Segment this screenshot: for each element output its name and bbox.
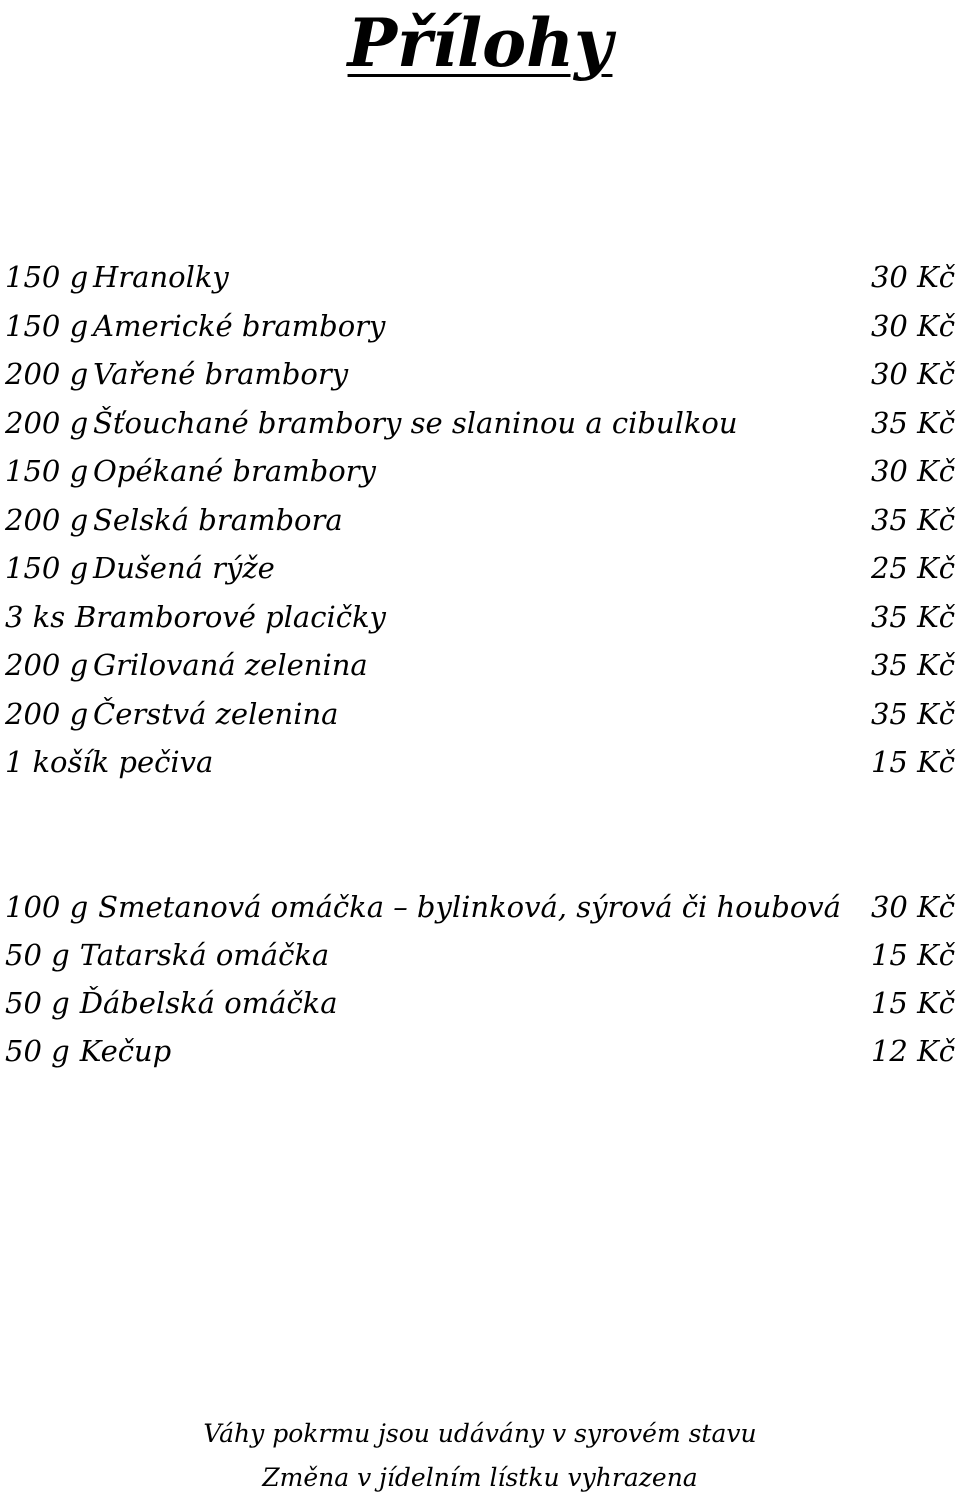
menu-item-label: Smetanová omáčka – bylinková, sýrová či houbová <box>98 890 841 924</box>
menu-item <box>5 979 955 1027</box>
menu-item-name <box>5 641 368 690</box>
menu-item-name <box>5 253 229 302</box>
menu-item <box>5 1027 955 1075</box>
menu-item-price: 30 Kč <box>870 454 955 488</box>
menu-item-name <box>5 1027 171 1075</box>
menu-item-name <box>5 690 338 739</box>
menu-item <box>5 544 955 593</box>
menu-item-quantity: 150 g <box>5 551 89 585</box>
menu-item <box>5 593 955 642</box>
menu-item-name <box>5 979 338 1027</box>
menu-item-quantity: 200 g <box>5 648 89 682</box>
menu-item-price: 15 Kč <box>870 938 955 972</box>
menu-item-label: Kečup <box>79 1034 172 1068</box>
menu-item <box>5 447 955 496</box>
menu-item-label: Tatarská omáčka <box>79 938 330 972</box>
menu-item-label: Selská brambora <box>93 502 343 537</box>
menu-item-price: 12 Kč <box>870 1034 955 1068</box>
footer-note-changes: Změna v jídelním lístku vyhrazena <box>262 1463 698 1492</box>
menu-item <box>5 641 955 690</box>
menu-item-price: 35 Kč <box>870 599 955 634</box>
menu-item-quantity: 150 g <box>5 260 89 294</box>
sauces-list <box>5 883 955 1075</box>
menu-item <box>5 738 955 787</box>
menu-item-label: Šťouchané brambory se slaninou a cibulkou <box>93 405 738 440</box>
menu-item-price: 15 Kč <box>870 986 955 1020</box>
menu-item-name <box>5 738 213 787</box>
menu-item-label: Hranolky <box>93 260 229 294</box>
menu-item-name <box>5 544 275 593</box>
menu-item-price: 15 Kč <box>870 745 955 779</box>
menu-item <box>5 883 955 931</box>
menu-item-quantity: 200 g <box>5 405 89 440</box>
footer-note-weights: Váhy pokrmu jsou udávány v syrovém stavu <box>203 1419 757 1448</box>
menu-item-quantity: 1 <box>5 745 24 779</box>
menu-item-label: Bramborové placičky <box>75 599 386 634</box>
menu-item-label: Dušená rýže <box>93 551 275 585</box>
menu-item <box>5 931 955 979</box>
sides-list <box>5 253 955 787</box>
menu-item-quantity: 150 g <box>5 308 89 343</box>
menu-item-price: 30 Kč <box>870 308 955 343</box>
menu-item <box>5 690 955 739</box>
menu-item-label: Grilovaná zelenina <box>93 648 368 682</box>
page-title: Přílohy <box>347 4 613 82</box>
menu-item <box>5 399 955 448</box>
menu-item-name <box>5 931 329 979</box>
menu-item-quantity: 200 g <box>5 357 89 391</box>
menu-item-price: 35 Kč <box>870 502 955 537</box>
menu-item-quantity: 100 g <box>5 890 89 924</box>
menu-item-quantity: 200 g <box>5 502 89 537</box>
menu-item <box>5 253 955 302</box>
menu-item-price: 35 Kč <box>870 648 955 682</box>
menu-item-name <box>5 593 386 642</box>
menu-item-price: 30 Kč <box>870 260 955 294</box>
menu-item-label: Vařené brambory <box>93 357 349 391</box>
menu-item-name <box>5 399 738 448</box>
menu-item-price: 30 Kč <box>870 890 955 924</box>
menu-item-label: Americké brambory <box>93 308 386 343</box>
menu-item <box>5 496 955 545</box>
menu-item-quantity: 50 g <box>5 986 70 1020</box>
menu-item-price: 35 Kč <box>870 405 955 440</box>
menu-item-name <box>5 447 376 496</box>
menu-item-label: Čerstvá zelenina <box>93 696 339 731</box>
menu-item <box>5 350 955 399</box>
menu-item-label: Opékané brambory <box>93 454 376 488</box>
menu-item-quantity: 3 ks <box>5 599 66 634</box>
menu-item-name <box>5 883 841 931</box>
menu-item-label: košík pečiva <box>32 745 214 779</box>
menu-item-price: 30 Kč <box>870 357 955 391</box>
menu-item-label: Ďábelská omáčka <box>79 986 338 1020</box>
menu-item-name <box>5 302 385 351</box>
menu-item-name <box>5 350 348 399</box>
menu-item-name <box>5 496 343 545</box>
menu-item <box>5 302 955 351</box>
menu-item-quantity: 50 g <box>5 1034 70 1068</box>
menu-item-quantity: 50 g <box>5 938 70 972</box>
menu-item-quantity: 200 g <box>5 696 89 731</box>
menu-item-price: 25 Kč <box>870 551 955 585</box>
menu-item-price: 35 Kč <box>870 696 955 731</box>
menu-item-quantity: 150 g <box>5 454 89 488</box>
